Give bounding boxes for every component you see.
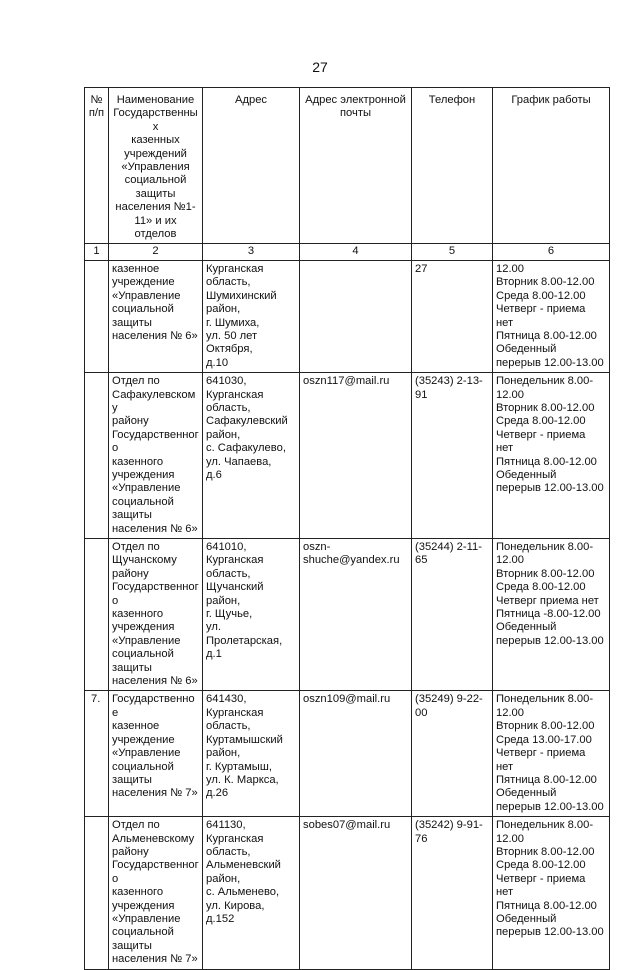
institution-phone: (35243) 2-13- 91 <box>412 373 493 539</box>
institution-phone: (35242) 9-91- 76 <box>412 817 493 969</box>
header-phone: Телефон <box>412 88 493 244</box>
page-number: 27 <box>312 59 328 75</box>
institution-email: oszn- shuche@yandex.ru <box>300 539 412 691</box>
table-row <box>85 817 610 969</box>
institution-email: oszn109@mail.ru <box>300 691 412 817</box>
table-row <box>85 373 610 539</box>
institution-address: 641030, Курганская область, Сафакулевский район, с. Сафакулево, ул. Чапаева, д.6 <box>203 373 300 539</box>
table-row <box>85 539 610 691</box>
column-number: 5 <box>412 244 493 260</box>
institution-phone: 27 <box>412 260 493 372</box>
institution-name: казенное учреждение «Управление социальной защиты населения № 6» <box>109 260 203 372</box>
institution-address: 641430, Курганская область, Куртамышский район, г. Куртамыш, ул. К. Маркса, д.26 <box>203 691 300 817</box>
header-name: Наименование Государственных казенных учреждений «Управления социальной защиты населения №1- 11» и их отделов <box>109 88 203 244</box>
institution-name: Отдел по Альменевскому району Государственного казенного учреждения «Управление социальной защиты населения № 7» <box>109 817 203 969</box>
institution-email: sobes07@mail.ru <box>300 817 412 969</box>
institution-name: Государственное казенное учреждение «Управление социальной защиты населения № 7» <box>109 691 203 817</box>
institution-email <box>300 260 412 372</box>
institution-address: 641130, Курганская область, Альменевский район, с. Альменево, ул. Кирова, д.152 <box>203 817 300 969</box>
row-number <box>85 539 109 691</box>
header-schedule: График работы <box>493 88 610 244</box>
institution-phone: (35244) 2-11-65 <box>412 539 493 691</box>
institution-schedule: Понедельник 8.00- 12.00 Вторник 8.00-12.00 Среда 8.00-12.00 Четверг приема нет Пятница -8.00-12.00 Обеденный перерыв 12.00-13.00 <box>493 539 610 691</box>
institution-schedule: Понедельник 8.00- 12.00 Вторник 8.00-12.00 Среда 13.00-17.00 Четверг - приема нет Пятница 8.00-12.00 Обеденный перерыв 12.00-13.00 <box>493 691 610 817</box>
row-number: 7. <box>85 691 109 817</box>
table-header-row <box>85 88 610 244</box>
institution-schedule: Понедельник 8.00- 12.00 Вторник 8.00-12.00 Среда 8.00-12.00 Четверг - приема нет Пятница 8.00-12.00 Обеденный перерыв 12.00-13.00 <box>493 817 610 969</box>
institution-name: Отдел по Щучанскому району Государственного казенного учреждения «Управление социальной защиты населения № 6» <box>109 539 203 691</box>
institution-schedule: 12.00 Вторник 8.00-12.00 Среда 8.00-12.00 Четверг - приема нет Пятница 8.00-12.00 Обеденный перерыв 12.00-13.00 <box>493 260 610 372</box>
header-email: Адрес электронной почты <box>300 88 412 244</box>
column-number: 6 <box>493 244 610 260</box>
header-number: № п/п <box>85 88 109 244</box>
column-number: 1 <box>85 244 109 260</box>
column-numbers-row <box>85 244 610 260</box>
institution-address: Курганская область, Шумихинский район, г. Шумиха, ул. 50 лет Октября, д.10 <box>203 260 300 372</box>
table-row <box>85 691 610 817</box>
row-number <box>85 817 109 969</box>
institution-address: 641010, Курганская область, Щучанский район, г. Щучье, ул. Пролетарская, д.1 <box>203 539 300 691</box>
institutions-table <box>84 87 610 970</box>
header-address: Адрес <box>203 88 300 244</box>
row-number <box>85 373 109 539</box>
table-row <box>85 260 610 372</box>
column-number: 2 <box>109 244 203 260</box>
institution-email: oszn117@mail.ru <box>300 373 412 539</box>
column-number: 4 <box>300 244 412 260</box>
institution-phone: (35249) 9-22- 00 <box>412 691 493 817</box>
row-number <box>85 260 109 372</box>
institution-name: Отдел по Сафакулевскому району Государственного казенного учреждения «Управление социальной защиты населения № 6» <box>109 373 203 539</box>
institution-schedule: Понедельник 8.00- 12.00 Вторник 8.00-12.00 Среда 8.00-12.00 Четверг - приема нет Пятница 8.00-12.00 Обеденный перерыв 12.00-13.00 <box>493 373 610 539</box>
column-number: 3 <box>203 244 300 260</box>
